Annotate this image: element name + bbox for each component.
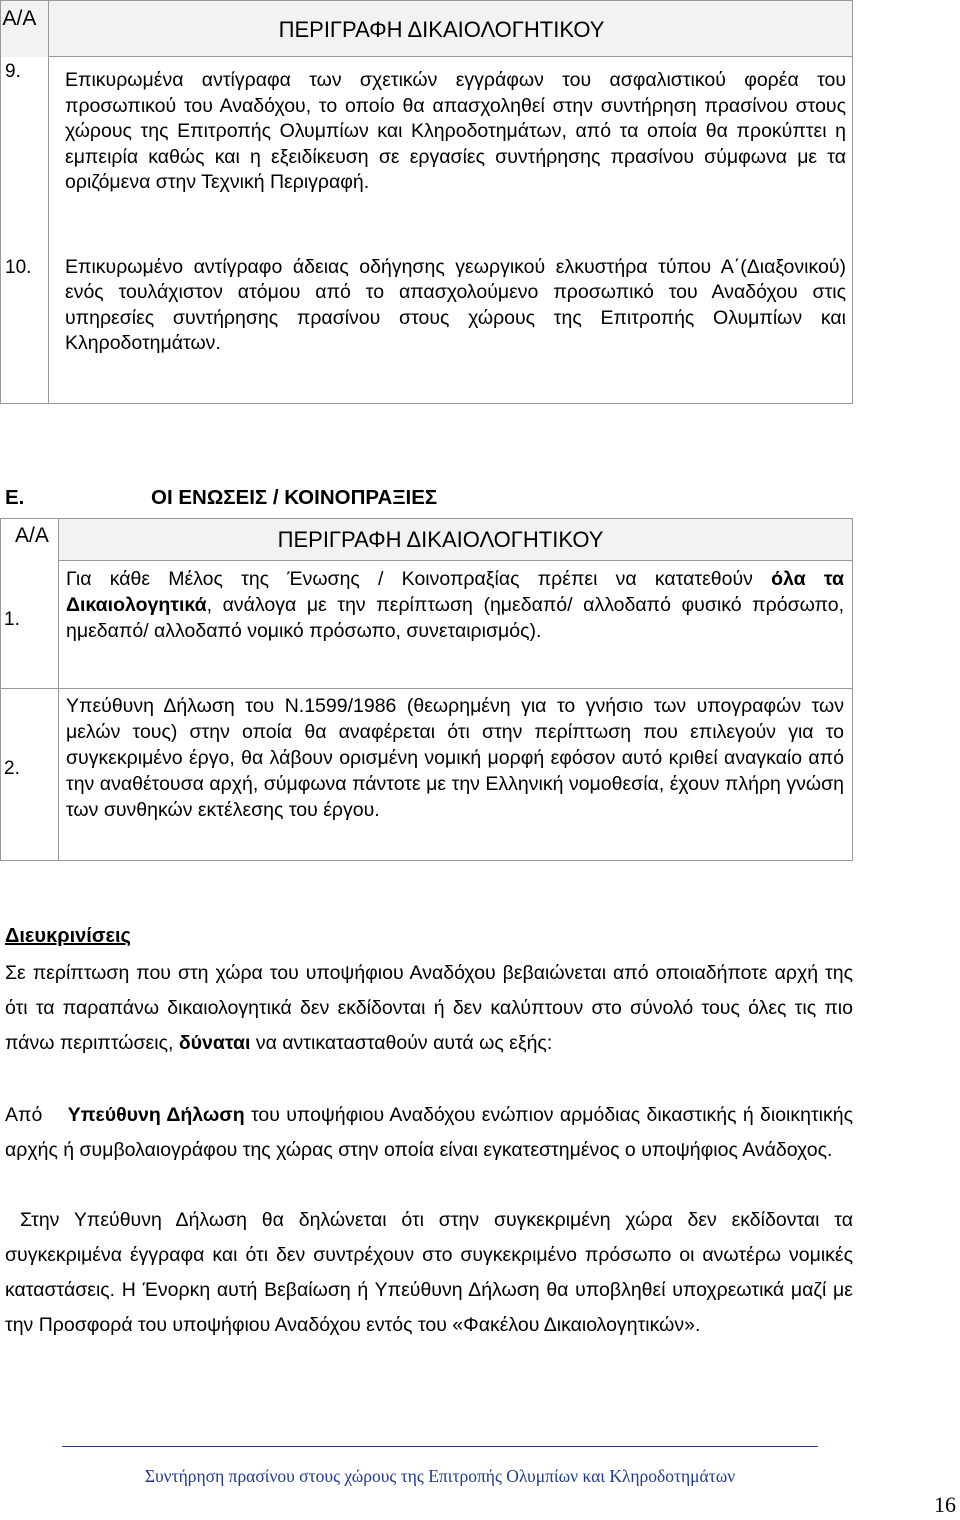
section-letter: Ε. [5, 486, 25, 509]
row-description: Για κάθε Μέλος της Ένωσης / Κοινοπραξίας πρέπει να κατατεθούν όλα τα Δικαιολογητικά, ανάλογα με την περίπτωση (ημεδαπό/ αλλοδαπό φυσικό πρόσωπο, ημεδαπό/ αλλοδαπό νομικό πρόσωπο, συνεταιρισμός). [66, 568, 844, 642]
page-number: 16 [934, 1492, 956, 1517]
footer-rule [62, 1446, 818, 1447]
row-number: 10. [5, 256, 32, 278]
column-header-description: ΠΕΡΙΓΡΑΦΗ ΔΙΚΑΙΟΛΟΓΗΤΙΚΟΥ [278, 17, 605, 42]
requirements-table-d [0, 0, 853, 404]
clarifications-paragraph-1: Σε περίπτωση που στη χώρα του υποψήφιου Αναδόχου βεβαιώνεται από οποιαδήποτε αρχή της ότι τα παραπάνω δικαιολογητικά δεν εκδίδονται ή δεν καλύπτουν στο σύνολό τους όλες τις πιο πάνω περιπτώσεις, δύναται να αντικατασταθούν αυτά ως εξής: [5, 962, 853, 1054]
bold-emphasis: όλα τα Δικαιολογητικά [66, 568, 844, 616]
clarifications-paragraph-2: Από Υπεύθυνη Δήλωση του υποψήφιου Αναδόχου ενώπιον αρμόδιας δικαστικής ή διοικητικής αρχής ή συμβολαιογράφου της χώρας στην οποία είναι εγκατεστημένος ο υποψήφιος Ανάδοχος. [5, 1104, 854, 1161]
column-header-aa: Α/Α [15, 524, 49, 547]
row-description: Επικυρωμένο αντίγραφο άδειας οδήγησης γεωργικού ελκυστήρα τύπου Α΄(Διαξονικού) ενός τουλάχιστον ατόμου από το απασχολούμενο προσωπικό του Αναδόχου στις υπηρεσίες συντήρησης πρασίνου στους χώρους της Επιτροπής Ολυμπίων και Κληροδοτημάτων. [65, 255, 846, 354]
requirements-table-e [0, 518, 853, 861]
bold-emphasis: δύναται [178, 1032, 251, 1054]
clarifications-heading: Διευκρινίσεις [5, 925, 131, 947]
section-title: ΟΙ ΕΝΩΣΕΙΣ / ΚΟΙΝΟΠΡΑΞΙΕΣ [151, 486, 438, 509]
row-number: 2. [4, 758, 20, 779]
column-header-description: ΠΕΡΙΓΡΑΦΗ ΔΙΚΑΙΟΛΟΓΗΤΙΚΟΥ [277, 527, 604, 552]
row-number: 1. [4, 608, 20, 630]
bold-emphasis: Υπεύθυνη Δήλωση [67, 1104, 245, 1126]
row-number: 9. [5, 60, 21, 82]
clarifications-paragraph-3: Στην Υπεύθυνη Δήλωση θα δηλώνεται ότι στην συγκεκριμένη χώρα δεν εκδίδονται τα συγκεκριμένα έγγραφα και ότι δεν συντρέχουν στο συγκεκριμένο πρόσωπο οι ανωτέρω νομικές καταστάσεις. Η Ένορκη αυτή Βεβαίωση ή Υπεύθυνη Δήλωση θα υποβληθεί υποχρεωτικά μαζί με την Προσφορά του υποψήφιου Αναδόχου εντός του «Φακέλου Δικαιολογητικών». [5, 1209, 853, 1336]
row-description: Υπεύθυνη Δήλωση του Ν.1599/1986 (θεωρημένη για το γνήσιο των υπογραφών των μελών τους) στην οποία θα αναφέρεται ότι στην περίπτωση που επιλεγούν για το συγκεκριμένο έργο, θα λάβουν ορισμένη νομική μορφή εφόσον αυτό κριθεί αναγκαίο από την αναθέτουσα αρχή, σύμφωνα πάντοτε με την Ελληνική νομοθεσία, έχουν πλήρη γνώση των συνθηκών εκτέλεσης του έργου. [66, 695, 844, 821]
column-header-aa: Α/Α [2, 6, 37, 30]
footer-text: Συντήρηση πρασίνου στους χώρους της Επιτροπής Ολυμπίων και Κληροδοτημάτων [144, 1466, 736, 1486]
row-description: Επικυρωμένα αντίγραφα των σχετικών εγγράφων του ασφαλιστικού φορέα του προσωπικού του Αναδόχου, το οποίο θα απασχοληθεί στην συντήρηση πρασίνου στους χώρους της Επιτροπής Ολυμπίων και Κληροδοτημάτων, από τα οποία θα προκύπτει η εμπειρία καθώς και η εξειδίκευση σε εργασίες συντήρησης πρασίνου σύμφωνα με τα οριζόμενα στην Τεχνική Περιγραφή. [65, 69, 846, 193]
